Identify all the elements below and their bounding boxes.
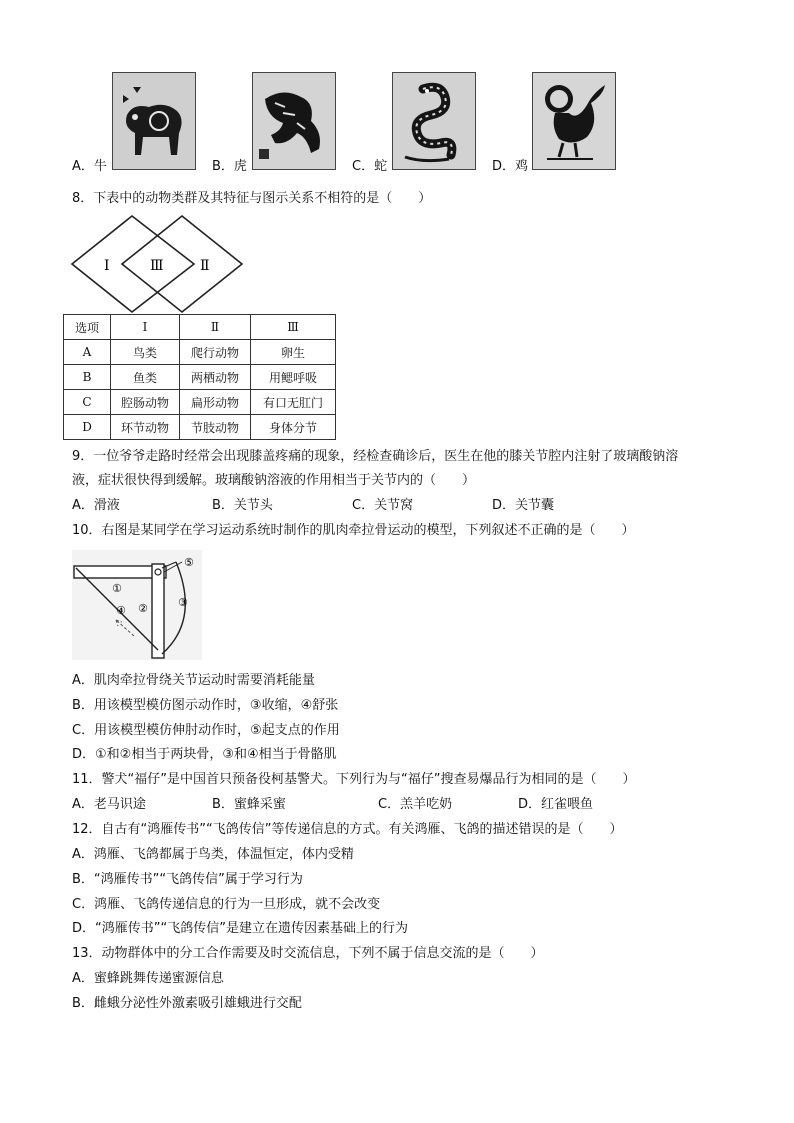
q10-option-a: A．肌肉牵拉骨绕关节运动时需要消耗能量 (72, 673, 315, 688)
table-cell: 鸟类 (111, 340, 180, 365)
q9-option-c: C．关节窝 (352, 498, 414, 513)
q7-option-a: A．牛 (72, 159, 107, 174)
q8-venn-diagram (70, 214, 246, 314)
q10-muscle-bone-model-diagram (72, 550, 202, 660)
table-row (64, 415, 336, 440)
q10-option-c: C．用该模型模仿伸肘动作时，⑤起支点的作用 (72, 723, 340, 738)
snake-papercut-image (392, 72, 476, 170)
table-header: Ⅱ (180, 315, 251, 340)
q7-option-c: C．蛇 (352, 159, 388, 174)
table-cell: 节肢动物 (180, 415, 251, 440)
q10-option-b: B．用该模型模仿图示动作时，③收缩，④舒张 (72, 698, 339, 713)
table-header-row (64, 315, 336, 340)
table-cell: 鱼类 (111, 365, 180, 390)
q9-option-b: B．关节头 (212, 498, 273, 513)
q12-option-d: D．“鸿雁传书”“飞鸽传信”是建立在遗传因素基础上的行为 (72, 921, 408, 936)
q8-label-ii: Ⅱ (200, 258, 210, 274)
table-cell: B (64, 365, 111, 390)
q12-stem: 12．自古有“鸿雁传书”“飞鸽传信”等传递信息的方式。有关鸿雁、飞鸽的描述错误的是（ ） (72, 822, 623, 837)
table-cell: 有口无肛门 (251, 390, 336, 415)
q9-option-a: A．滑液 (72, 498, 120, 513)
q9-stem-line1: 9．一位爷爷走路时经常会出现膝盖疼痛的现象，经检查确诊后，医生在他的膝关节腔内注射了玻璃酸钠溶 (72, 449, 679, 464)
q12-option-a: A．鸿雁、飞鸽都属于鸟类，体温恒定，体内受精 (72, 847, 354, 862)
q12-option-b: B．“鸿雁传书”“飞鸽传信”属于学习行为 (72, 872, 303, 887)
q10-stem: 10．右图是某同学在学习运动系统时制作的肌肉牵拉骨运动的模型，下列叙述不正确的是（ ） (72, 523, 635, 538)
table-cell: C (64, 390, 111, 415)
table-row (64, 390, 336, 415)
q11-option-b: B．蜜蜂采蜜 (212, 797, 286, 812)
ox-papercut-image (112, 72, 196, 170)
q10-label-1: ① (112, 582, 122, 595)
table-cell: 身体分节 (251, 415, 336, 440)
q8-label-i: Ⅰ (104, 258, 110, 274)
q11-option-d: D．红雀喂鱼 (518, 797, 594, 812)
table-cell: 卵生 (251, 340, 336, 365)
q9-stem-line2: 液，症状很快得到缓解。玻璃酸钠溶液的作用相当于关节内的（ ） (72, 473, 476, 488)
table-cell: 两栖动物 (180, 365, 251, 390)
tiger-papercut-image (252, 72, 336, 170)
table-row (64, 340, 336, 365)
rooster-papercut-image (532, 72, 616, 170)
q11-option-c: C．羔羊吃奶 (378, 797, 453, 812)
q10-label-5: ⑤ (184, 556, 194, 569)
table-header: Ⅰ (111, 315, 180, 340)
q8-options-table (63, 314, 336, 440)
q12-option-c: C．鸿雁、飞鸽传递信息的行为一旦形成，就不会改变 (72, 897, 381, 912)
q10-label-3: ③ (178, 596, 188, 609)
q10-label-4: ④ (116, 604, 126, 617)
q13-stem: 13．动物群体中的分工合作需要及时交流信息，下列不属于信息交流的是（ ） (72, 946, 544, 961)
table-cell: 腔肠动物 (111, 390, 180, 415)
table-cell: 环节动物 (111, 415, 180, 440)
q11-stem: 11．警犬“福仔”是中国首只预备役柯基警犬。下列行为与“福仔”搜查易爆品行为相同的是（ ） (72, 772, 636, 787)
q8-stem: 8．下表中的动物类群及其特征与图示关系不相符的是（ ） (72, 191, 432, 206)
table-cell: 爬行动物 (180, 340, 251, 365)
q7-option-d: D．鸡 (492, 159, 529, 174)
q10-label-2: ② (138, 602, 148, 615)
table-header: Ⅲ (251, 315, 336, 340)
q8-label-iii: Ⅲ (150, 258, 164, 274)
q13-option-a: A．蜜蜂跳舞传递蜜源信息 (72, 971, 224, 986)
table-row (64, 365, 336, 390)
q10-option-d: D．①和②相当于两块骨，③和④相当于骨骼肌 (72, 747, 337, 762)
q9-option-d: D．关节囊 (492, 498, 555, 513)
q13-option-b: B．雌蛾分泌性外激素吸引雄蛾进行交配 (72, 996, 302, 1011)
table-cell: 扁形动物 (180, 390, 251, 415)
table-cell: A (64, 340, 111, 365)
table-cell: 用鳃呼吸 (251, 365, 336, 390)
q11-option-a: A．老马识途 (72, 797, 146, 812)
table-cell: D (64, 415, 111, 440)
q7-option-b: B．虎 (212, 159, 247, 174)
table-header: 选项 (64, 315, 111, 340)
